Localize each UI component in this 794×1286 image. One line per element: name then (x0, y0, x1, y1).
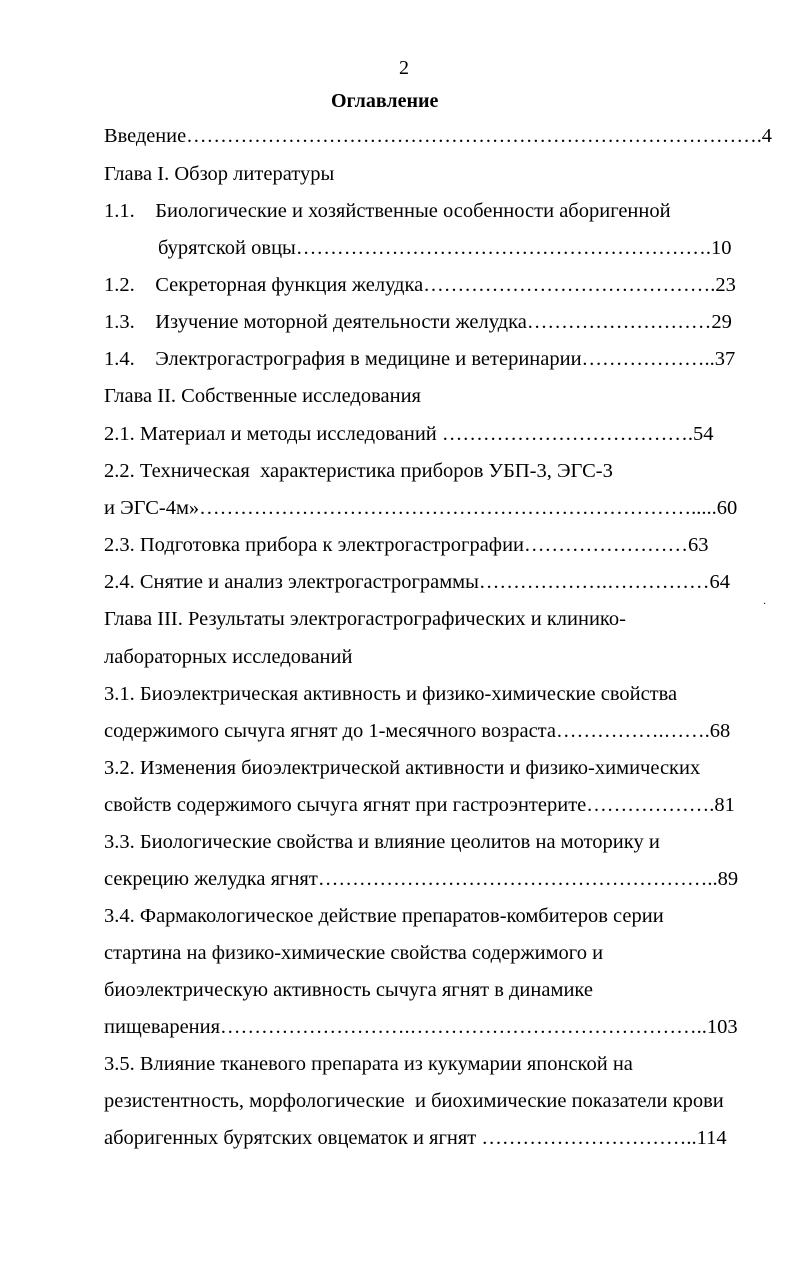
toc-entry-3-5-cont-2: аборигенных бурятских овцематок и ягнят …………………………..114 (104, 1127, 727, 1149)
toc-entry-1-1-cont: бурятской овцы…………………………………………………….10 (158, 237, 732, 259)
toc-entry-3-4-cont-2: биоэлектрическую активность сычуга ягнят в динамике (104, 979, 593, 1001)
toc-entry-3-3-cont: секрецию желудка ягнят…………………………………………………..89 (104, 868, 739, 890)
toc-entry-3-4-cont-3: пищеварения……………………….……………………………………..103 (104, 1016, 738, 1038)
toc-entry-3-1: 3.1. Биоэлектрическая активность и физико-химические свойства (104, 683, 678, 705)
toc-entry-3-5-cont-1: резистентность, морфологические и биохимические показатели крови (104, 1090, 724, 1112)
toc-entry-introduction: Введение………………………………………………………………………….4 (104, 125, 772, 147)
toc-entry-2-1: 2.1. Материал и методы исследований ……………………………….54 (104, 423, 714, 445)
toc-entry-2-2: 2.2. Техническая характеристика приборов УБП-3, ЭГС-3 (104, 460, 613, 482)
toc-entry-1-4: 1.4. Электрогастрография в медицине и ветеринарии………………..37 (104, 348, 736, 370)
toc-chapter-3: Глава III. Результаты электрогастрографических и клинико- (104, 608, 626, 630)
toc-chapter-3-cont: лабораторных исследований (104, 646, 353, 668)
toc-entry-3-2-cont: свойств содержимого сычуга ягнят при гастроэнтерите……………….81 (104, 794, 735, 816)
toc-entry-1-3: 1.3. Изучение моторной деятельности желудка………………………29 (104, 311, 732, 333)
toc-chapter-1: Глава I. Обзор литературы (104, 163, 335, 185)
toc-entry-2-4: 2.4. Снятие и анализ электрогастрограммы……………….……………64 (104, 571, 731, 593)
toc-entry-3-2: 3.2. Изменения биоэлектрической активности и физико-химических (104, 757, 701, 779)
toc-entry-2-3: 2.3. Подготовка прибора к электрогастрографии……………………63 (104, 534, 709, 556)
toc-entry-3-3: 3.3. Биологические свойства и влияние цеолитов на моторику и (104, 831, 660, 853)
toc-entry-3-1-cont: содержимого сычуга ягнят до 1-месячного возраста…………….…….68 (104, 720, 731, 742)
toc-entry-2-2-cont: и ЭГС-4м»……………………………………………………………….....60 (104, 497, 738, 519)
scan-speck: · (763, 599, 767, 610)
page-title: Оглавление (331, 90, 439, 112)
toc-chapter-2: Глава II. Собственные исследования (104, 385, 421, 407)
toc-entry-3-4: 3.4. Фармакологическое действие препаратов-комбитеров серии (104, 905, 664, 927)
toc-entry-1-2: 1.2. Секреторная функция желудка…………………………………….23 (104, 274, 736, 296)
toc-entry-3-4-cont-1: стартина на физико-химические свойства содержимого и (104, 942, 604, 964)
page-number: 2 (399, 57, 409, 79)
toc-entry-1-1: 1.1. Биологические и хозяйственные особенности аборигенной (104, 200, 671, 222)
toc-entry-3-5: 3.5. Влияние тканевого препарата из кукумарии японской на (104, 1053, 633, 1075)
